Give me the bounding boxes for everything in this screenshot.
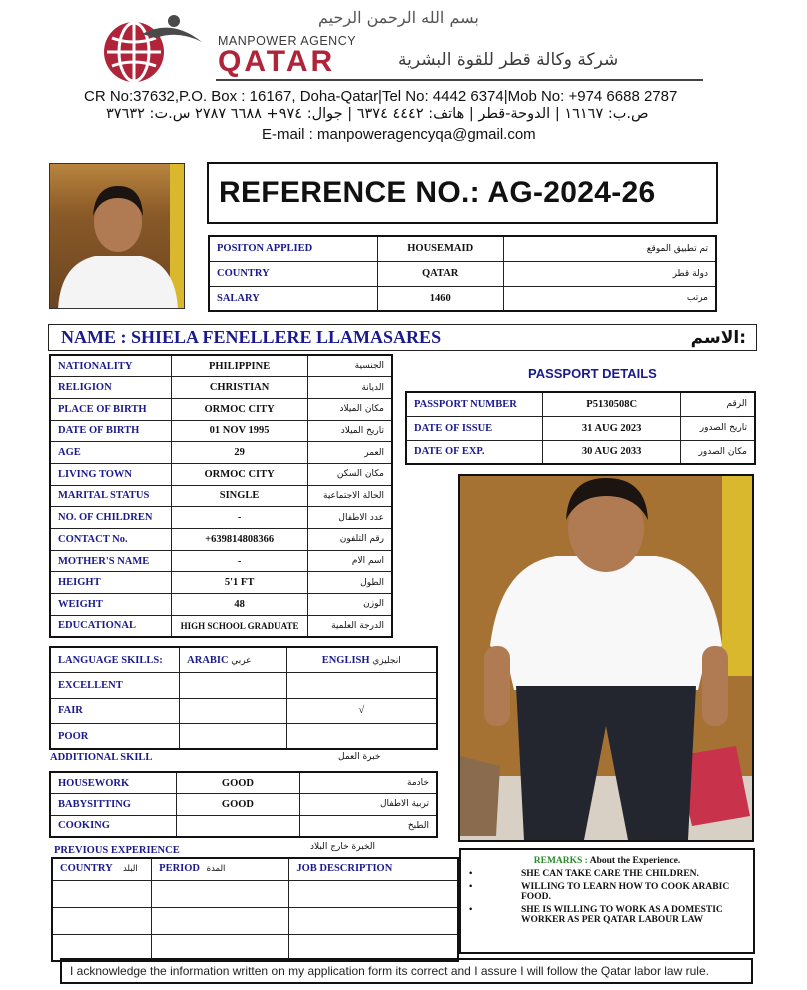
- marital-status-arabic: الحالة الاجتماعية: [307, 485, 392, 507]
- language-skills-header: LANGUAGE SKILLS:: [50, 647, 180, 673]
- job-column-header: JOB DESCRIPTION: [289, 858, 458, 880]
- agency-logo: [82, 12, 212, 87]
- age-label: AGE: [50, 442, 172, 464]
- contact-no-label: CONTACT No.: [50, 529, 172, 551]
- applicant-photo-full: [458, 474, 754, 842]
- experience-cell: [289, 907, 458, 934]
- position-value: HOUSEMAID: [377, 236, 503, 261]
- expiry-date-arabic: مكان الصدور: [681, 440, 755, 464]
- passport-number-arabic: الرقم: [681, 392, 755, 416]
- salary-label-arabic: مرتب: [503, 286, 716, 311]
- fair-label: FAIR: [50, 698, 180, 724]
- bismillah-text: بسم الله الرحمن الرحيم: [318, 8, 479, 27]
- religion-label: RELIGION: [50, 377, 172, 399]
- experience-cell: [152, 880, 289, 907]
- table-row: [50, 572, 392, 594]
- passport-table: [405, 391, 756, 465]
- religion-arabic: الديانة: [307, 377, 392, 399]
- period-column-header: [152, 858, 289, 880]
- table-row: [406, 440, 755, 464]
- nationality-label: NATIONALITY: [50, 355, 172, 377]
- babysitting-value: GOOD: [177, 794, 300, 816]
- country-column-label-arabic: البلد: [122, 864, 138, 874]
- table-row: [50, 529, 392, 551]
- country-label-arabic: دولة قطر: [503, 261, 716, 286]
- acknowledgement-text: I acknowledge the information written on my application form its correct and I assure I will follow the Qatar labor law rule.: [70, 964, 709, 978]
- table-row: [209, 286, 716, 311]
- remarks-label: REMARKS :: [533, 856, 588, 866]
- expiry-date-value: 30 AUG 2033: [543, 440, 681, 464]
- agency-name-arabic: شركة وكالة قطر للقوة البشرية: [398, 50, 619, 70]
- no-of-children-arabic: عدد الاطفال: [307, 507, 392, 529]
- table-row: [50, 794, 437, 816]
- table-row: [50, 698, 437, 724]
- table-row: [50, 485, 392, 507]
- date-of-birth-label: DATE OF BIRTH: [50, 420, 172, 442]
- english-column-header: [286, 647, 437, 673]
- height-arabic: الطول: [307, 572, 392, 594]
- mother-s-name-value: -: [172, 550, 308, 572]
- excellent-label: EXCELLENT: [50, 673, 180, 699]
- poor-english: [286, 724, 437, 750]
- salary-label: SALARY: [209, 286, 377, 311]
- country-value: QATAR: [377, 261, 503, 286]
- english-column-label: ENGLISH: [321, 654, 370, 666]
- remark-item: [469, 882, 745, 902]
- excellent-english: [286, 673, 437, 699]
- issue-date-arabic: تاريخ الصدور: [681, 416, 755, 440]
- previous-experience-title: PREVIOUS EXPERIENCE: [54, 845, 180, 856]
- table-row: [50, 442, 392, 464]
- applicant-photo-full-figure: [460, 476, 752, 840]
- experience-cell: [289, 934, 458, 961]
- language-skills-table: [49, 646, 438, 750]
- table-row: [52, 934, 458, 961]
- remark-item: [469, 905, 745, 925]
- table-row: [209, 261, 716, 286]
- experience-cell: [52, 880, 152, 907]
- position-label: POSITON APPLIED: [209, 236, 377, 261]
- applicant-photo-small: [49, 163, 185, 309]
- table-row: [50, 377, 392, 399]
- salary-value: 1460: [377, 286, 503, 311]
- previous-experience-title-arabic: الخبرة خارج البلاد: [310, 842, 375, 852]
- agency-subtitle: MANPOWER AGENCY: [218, 34, 357, 48]
- agency-name: QATAR: [218, 45, 336, 78]
- no-of-children-label: NO. OF CHILDREN: [50, 507, 172, 529]
- height-value: 5'1 FT: [172, 572, 308, 594]
- passport-details-title: PASSPORT DETAILS: [528, 366, 657, 381]
- living-town-arabic: مكان السكن: [307, 463, 392, 485]
- table-row: [50, 772, 437, 794]
- bullet-icon: •: [469, 882, 473, 892]
- remark-text: SHE CAN TAKE CARE THE CHILDREN.: [521, 869, 699, 879]
- personal-details-table: [49, 354, 393, 638]
- experience-table: [51, 857, 459, 962]
- table-row: [50, 594, 392, 616]
- living-town-label: LIVING TOWN: [50, 463, 172, 485]
- height-label: HEIGHT: [50, 572, 172, 594]
- expiry-date-label: DATE OF EXP.: [406, 440, 543, 464]
- place-of-birth-arabic: مكان الميلاد: [307, 398, 392, 420]
- experience-cell: [152, 907, 289, 934]
- date-of-birth-value: 01 NOV 1995: [172, 420, 308, 442]
- babysitting-label: BABYSITTING: [50, 794, 177, 816]
- passport-number-value: P5130508C: [543, 392, 681, 416]
- remark-text: WILLING TO LEARN HOW TO COOK ARABIC FOOD.: [521, 882, 730, 902]
- contact-no-value: +639814808366: [172, 529, 308, 551]
- contact-line: CR No:37632,P.O. Box : 16167, Doha-Qatar|Tel No: 4442 6374|Mob No: +974 6688 2787: [84, 88, 678, 105]
- table-row: [52, 907, 458, 934]
- table-row: [50, 815, 437, 837]
- housework-label: HOUSEWORK: [50, 772, 177, 794]
- passport-number-label: PASSPORT NUMBER: [406, 392, 543, 416]
- weight-value: 48: [172, 594, 308, 616]
- living-town-value: ORMOC CITY: [172, 463, 308, 485]
- remark-text: SHE IS WILLING TO WORK AS A DOMESTIC WORKER AS PER QATAR LABOUR LAW: [521, 905, 723, 925]
- marital-status-value: SINGLE: [172, 485, 308, 507]
- babysitting-arabic: تربية الاطفال: [299, 794, 437, 816]
- additional-skill-title: ADDITIONAL SKILL: [50, 752, 153, 763]
- date-of-birth-arabic: تاريخ الميلاد: [307, 420, 392, 442]
- country-column-label: COUNTRY: [60, 863, 113, 874]
- reference-box: [207, 162, 718, 224]
- remarks-box: [459, 848, 755, 954]
- table-row: [52, 880, 458, 907]
- educational-value: HIGH SCHOOL GRADUATE: [172, 615, 308, 637]
- table-row: [209, 236, 716, 261]
- reference-number: REFERENCE NO.: AG-2024-26: [219, 176, 656, 209]
- poor-arabic: [180, 724, 287, 750]
- additional-skill-title-arabic: خبرة العمل: [338, 752, 381, 762]
- arabic-column-label: ARABIC: [187, 654, 229, 666]
- table-row: [50, 398, 392, 420]
- excellent-arabic: [180, 673, 287, 699]
- bullet-icon: •: [469, 869, 473, 879]
- experience-cell: [152, 934, 289, 961]
- educational-arabic: الدرجة العلمية: [307, 615, 392, 637]
- arabic-column-header: [180, 647, 287, 673]
- table-row: [50, 463, 392, 485]
- age-arabic: العمر: [307, 442, 392, 464]
- country-column-header: [52, 858, 152, 880]
- fair-english-check: √: [286, 698, 437, 724]
- table-row: [50, 507, 392, 529]
- housework-value: GOOD: [177, 772, 300, 794]
- table-row: [406, 392, 755, 416]
- applicant-name: NAME : SHIELA FENELLERE LLAMASARES: [61, 327, 442, 347]
- experience-cell: [289, 880, 458, 907]
- educational-label: EDUCATIONAL: [50, 615, 172, 637]
- marital-status-label: MARITAL STATUS: [50, 485, 172, 507]
- weight-arabic: الوزن: [307, 594, 392, 616]
- cooking-label: COOKING: [50, 815, 177, 837]
- table-row: [406, 416, 755, 440]
- table-row: [50, 724, 437, 750]
- no-of-children-value: -: [172, 507, 308, 529]
- remarks-title: [469, 856, 745, 866]
- applicant-photo-small-figure: [50, 164, 185, 309]
- contact-line-arabic: ص.ب: ١٦١٦٧ | الدوحة-قطر | هاتف: ٤٤٤٢ ٦٣٧٤ | جوال: ٩٧٤+ ٦٦٨٨ ٢٧٨٧ س.ت: ٣٧٦٣٢: [106, 106, 649, 122]
- place-of-birth-value: ORMOC CITY: [172, 398, 308, 420]
- table-row: [50, 355, 392, 377]
- applicant-name-arabic-label: الاسم:: [690, 327, 746, 348]
- english-column-label-arabic: انجليزي: [372, 655, 401, 666]
- fair-arabic: [180, 698, 287, 724]
- nationality-arabic: الجنسية: [307, 355, 392, 377]
- table-row: [50, 647, 437, 673]
- table-row: [50, 673, 437, 699]
- mother-s-name-arabic: اسم الام: [307, 550, 392, 572]
- issue-date-value: 31 AUG 2023: [543, 416, 681, 440]
- experience-cell: [52, 907, 152, 934]
- contact-no-arabic: رقم التلفون: [307, 529, 392, 551]
- period-column-label-arabic: المدة: [206, 864, 226, 874]
- additional-skills-table: [49, 771, 438, 838]
- housework-arabic: خادمة: [299, 772, 437, 794]
- place-of-birth-label: PLACE OF BIRTH: [50, 398, 172, 420]
- acknowledgement-box: [60, 958, 753, 984]
- religion-value: CHRISTIAN: [172, 377, 308, 399]
- issue-date-label: DATE OF ISSUE: [406, 416, 543, 440]
- nationality-value: PHILIPPINE: [172, 355, 308, 377]
- age-value: 29: [172, 442, 308, 464]
- poor-label: POOR: [50, 724, 180, 750]
- cooking-value: [177, 815, 300, 837]
- table-row: [52, 858, 458, 880]
- mother-s-name-label: MOTHER'S NAME: [50, 550, 172, 572]
- period-column-label: PERIOD: [159, 863, 200, 874]
- position-table: [208, 235, 717, 312]
- country-label: COUNTRY: [209, 261, 377, 286]
- remarks-subtitle: About the Experience.: [589, 856, 681, 866]
- table-row: [50, 615, 392, 637]
- cooking-arabic: الطبخ: [299, 815, 437, 837]
- position-label-arabic: تم تطبيق الموقع: [503, 236, 716, 261]
- table-row: [50, 420, 392, 442]
- table-row: [50, 550, 392, 572]
- email-line: E-mail : manpoweragencyqa@gmail.com: [262, 126, 536, 143]
- name-box: [48, 324, 757, 351]
- bullet-icon: •: [469, 905, 473, 915]
- weight-label: WEIGHT: [50, 594, 172, 616]
- arabic-column-label-arabic: عربي: [231, 655, 252, 666]
- header-divider: [216, 79, 703, 81]
- remark-item: [469, 869, 745, 879]
- experience-cell: [52, 934, 152, 961]
